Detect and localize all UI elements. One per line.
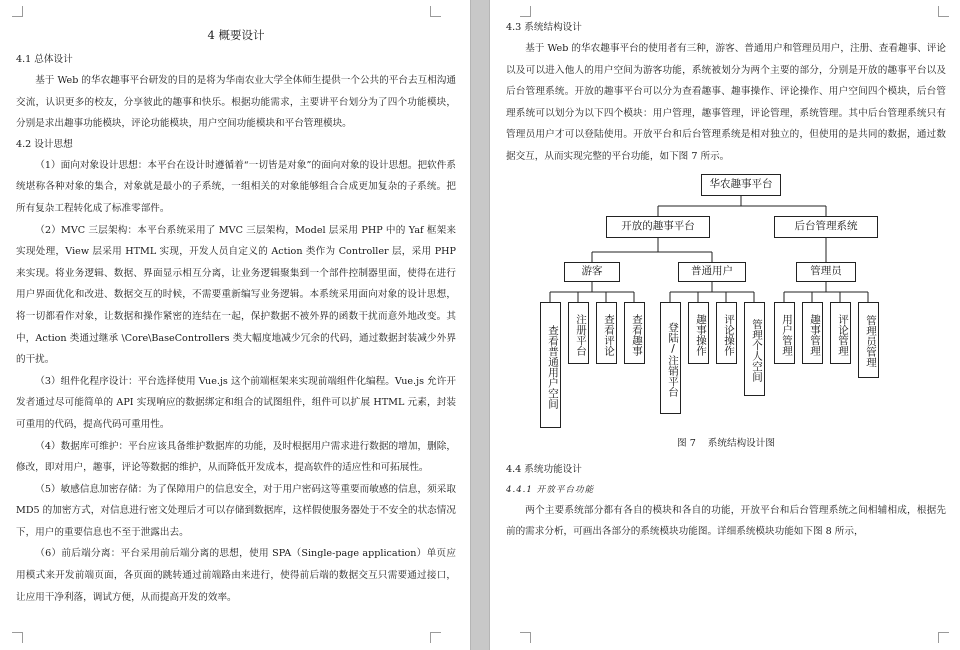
frontend-backend-paragraph: （6）前后端分离：平台采用前后端分离的思想，使用 SPA（Single-page application）单页应用模式来开发前端页面，各页面的跳转通过前端路由来进行，使得前后端的数据交互只需要通过接口，让应用干净利落，调试方便，从而提高开发的效率。 xyxy=(16,548,456,603)
section-4-3-paragraph: 基于 Web 的华农趣事平台的使用者有三种，游客、普通用户和管理员用户，注册、查看趣事、评论以及可以进入他人的用户空间为游客功能，系统被划分为两个主要的部分，分别是开放的趣事平台以及后台管理系统。开放的趣事平台可以分为查看趣事、趣事操作、评论操作、用户空间四个模块，后台管理系统可以划分为以下四个模块：用户管理，趣事管理，评论管理，系统管理。其中后台管理系统只有管理员用户才可以登陆使用。开放平台和后台管理系统是相对独立的，但使用的是共同的数据，通过数据交互，从而实现完整的平台功能，如下图 7 所示。 xyxy=(506,43,946,162)
component-design-paragraph: （3）组件化程序设计：平台选择使用 Vue.js 这个前端框架来实现前端组件化编程。Vue.js 允许开发者通过尽可能简单的 API 实现响应的数据绑定和组合的试图组件，组件可以扩展 HTML 元素，封装可重用的代码，提高代码可重用性。 xyxy=(16,375,456,430)
leaf-visitor-view-comments: 查看评论 xyxy=(596,302,617,364)
leaf-visitor-view-stories: 查看趣事 xyxy=(624,302,645,364)
leaf-user-login-logout: 登陆/注销平台 xyxy=(660,302,681,414)
right-page xyxy=(490,0,960,650)
system-structure-diagram xyxy=(506,172,946,434)
section-4-3-heading: 4.3 系统结构设计 xyxy=(506,22,582,33)
figure-number: 图 7 xyxy=(677,437,696,449)
node-backend-system: 后台管理系统 xyxy=(774,216,878,238)
leaf-admin-admin-mgmt: 管理员管理 xyxy=(858,302,879,378)
section-4-4-1-heading: 4.4.1 开放平台功能 xyxy=(506,484,595,495)
leaf-visitor-view-user-space: 查看普通用户空间 xyxy=(540,302,561,428)
section-4-4-paragraph: 两个主要系统部分都有各自的模块和各自的功能，开放平台和后台管理系统之间相辅相成，根据先前的需求分析，可画出各部分的系统模块功能图。详细系统模块功能如下图 8 所示， xyxy=(506,504,946,538)
figure-7-caption xyxy=(506,434,946,454)
crop-mark xyxy=(938,6,949,17)
crop-mark xyxy=(520,632,531,643)
section-4-1-heading: 4.1 总体设计 xyxy=(16,54,73,65)
leaf-user-story-ops: 趣事操作 xyxy=(688,302,709,364)
figure-title: 系统结构设计图 xyxy=(707,437,775,449)
page-gutter xyxy=(470,0,490,650)
crop-mark xyxy=(430,632,441,643)
leaf-visitor-register: 注册平台 xyxy=(568,302,589,364)
node-regular-user: 普通用户 xyxy=(678,262,746,282)
mvc-architecture-paragraph: （2）MVC 三层架构：本平台系统采用了 MVC 三层架构，Model 层采用 PHP 中的 Yaf 框架来实现处理，View 层采用 HTML 实现，开发人员自定义的 Action 类作为 Controller 层，采用 PHP 来实现。将业务逻辑、数据、界面显示相互分离，让业务逻辑聚集到一个部件控制器里面，使得在进行用户界面优化和改进、数据交互的时候，不需要重新编写业务逻辑。本系统采用面向对象的设计思想，将一切都看作对象，让数据和操作紧密的连结在一起，保护数据不被外界的函数干扰而意外地改变。其中，Action 类通过继承 \Core\BaseControllers 类大幅度地减少冗余的代码，通过数据封装减少外界的干扰。 xyxy=(16,224,456,366)
sensitive-info-paragraph: （5）敏感信息加密存储：为了保障用户的信息安全，对于用户密码这等重要而敏感的信息，须采取 MD5 的加密方式，对信息进行密文处理后才可以存储到数据库，这样假使服务器处于不安全的状态情况下，用户的重要信息也不至于泄露出去。 xyxy=(16,483,456,538)
crop-mark xyxy=(430,6,441,17)
left-page xyxy=(0,0,470,650)
leaf-user-manage-space: 管理个人空间 xyxy=(744,302,765,396)
node-admin: 管理员 xyxy=(796,262,856,282)
crop-mark xyxy=(938,632,949,643)
leaf-admin-story-mgmt: 趣事管理 xyxy=(802,302,823,364)
node-root: 华农趣事平台 xyxy=(701,174,781,196)
leaf-admin-user-mgmt: 用户管理 xyxy=(774,302,795,364)
section-4-2-heading: 4.2 设计思想 xyxy=(16,138,73,150)
leaf-user-comment-ops: 评论操作 xyxy=(716,302,737,364)
section-4-1-paragraph: 基于 Web 的华农趣事平台研发的目的是将为华南农业大学全体师生提供一个公共的平台去互相沟通交流，认识更多的校友，分享彼此的趣事和快乐。根据功能需求，主要讲平台划分为了四个功能模块，分别是求出趣事功能模块，评论功能模块，用户空间功能模块和平台管理模块。 xyxy=(16,75,456,130)
chapter-title: 4 概要设计 xyxy=(207,28,265,42)
leaf-admin-comment-mgmt: 评论管理 xyxy=(830,302,851,364)
node-open-platform: 开放的趣事平台 xyxy=(606,216,710,238)
oop-design-paragraph: （1）面向对象设计思想：本平台在设计时遵循着“一切皆是对象”的面向对象的设计思想。把软件系统堪称各种对象的集合，对象就是最小的子系统，一组相关的对象能够组合合成更加复杂的子系统。把所有复杂工程转化成了标准零部件。 xyxy=(16,159,456,214)
database-maintenance-paragraph: （4）数据库可维护：平台应该具备维护数据库的功能，及时根据用户需求进行数据的增加，删除，修改，即对用户，趣事，评论等数据的维护，从而降低开发成本，提高软件的适应性和可拓展性。 xyxy=(16,440,456,474)
crop-mark xyxy=(12,6,23,17)
section-4-4-heading: 4.4 系统功能设计 xyxy=(506,463,582,475)
left-page-content xyxy=(16,26,456,608)
node-visitor: 游客 xyxy=(564,262,620,282)
crop-mark xyxy=(520,6,531,17)
crop-mark xyxy=(12,632,23,643)
right-page-content xyxy=(506,18,946,543)
